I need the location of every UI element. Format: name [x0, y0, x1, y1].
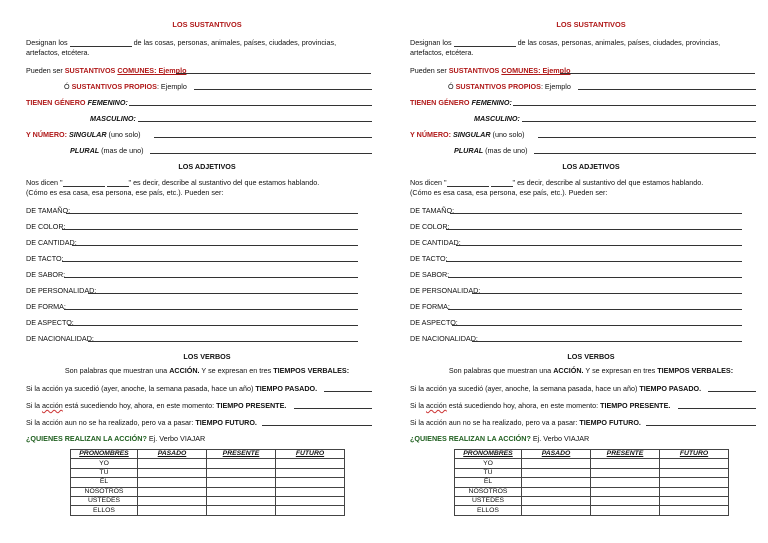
pronoun-cell: TÚ: [71, 468, 138, 477]
verbos-intro: Son palabras que muestran una ACCIÓN. Y se expresan en tres TIEMPOS VERBALES:: [448, 366, 734, 375]
answer-cell[interactable]: [660, 478, 729, 487]
answer-line[interactable]: [294, 408, 372, 409]
table-header-row: [455, 450, 729, 459]
adj-row: DE TAMAÑO:: [410, 206, 768, 215]
answer-cell[interactable]: [522, 487, 591, 496]
answer-line[interactable]: [62, 261, 358, 262]
adjetivos-intro-2: (Cómo es esa casa, esa persona, ese país, etc.). Pueden ser:: [26, 188, 224, 197]
answer-line[interactable]: [646, 425, 756, 426]
answer-cell[interactable]: [660, 487, 729, 496]
adj-row: DE COLOR:: [410, 222, 768, 231]
answer-cell[interactable]: [207, 506, 276, 515]
header-pasado: PASADO: [138, 450, 207, 459]
answer-line[interactable]: [64, 309, 358, 310]
numero-line: Y NÚMERO: SINGULAR (uno solo): [410, 130, 768, 139]
answer-cell[interactable]: [660, 496, 729, 505]
answer-line[interactable]: [88, 293, 358, 294]
answer-cell[interactable]: [138, 478, 207, 487]
table-header-row: [71, 450, 345, 459]
answer-cell[interactable]: [276, 478, 345, 487]
blank-field[interactable]: [63, 179, 105, 187]
comunes-line: Pueden ser SUSTANTIVOS COMUNES: Ejemplo: [26, 66, 388, 75]
pronoun-cell: ÉL: [455, 478, 522, 487]
masculino-line: MASCULINO:: [26, 114, 388, 123]
propios-line: Ó SUSTANTIVOS PROPIOS: Ejemplo: [26, 82, 388, 91]
answer-line[interactable]: [88, 341, 358, 342]
answer-cell[interactable]: [138, 487, 207, 496]
adj-row: DE CANTIDAD:: [410, 238, 768, 247]
comunes-answer-line[interactable]: [176, 73, 371, 74]
answer-line[interactable]: [678, 408, 756, 409]
answer-line[interactable]: [66, 213, 358, 214]
adj-row: DE FORMA:: [410, 302, 768, 311]
answer-line[interactable]: [708, 391, 756, 392]
blank-field[interactable]: [447, 179, 489, 187]
masculino-answer-line[interactable]: [522, 121, 756, 122]
adjetivos-intro: Nos dicen " " es decir, describe al sustantivo del que estamos hablando.: [410, 178, 704, 187]
adj-row: DE PERSONALIDAD:: [410, 286, 768, 295]
adjetivos-intro-2: (Cómo es esa casa, esa persona, ese país, etc.). Pueden ser:: [410, 188, 608, 197]
table-row: [455, 478, 729, 487]
table-row: [455, 506, 729, 515]
answer-line[interactable]: [472, 341, 742, 342]
presente-line: Si la acción está sucediendo hoy, ahora, en este momento: TIEMPO PRESENTE.: [26, 401, 388, 410]
answer-cell[interactable]: [660, 506, 729, 515]
answer-cell[interactable]: [591, 496, 660, 505]
answer-line[interactable]: [448, 309, 742, 310]
answer-cell[interactable]: [591, 506, 660, 515]
comunes-line: Pueden ser SUSTANTIVOS COMUNES: Ejemplo: [410, 66, 768, 75]
title-verbos: LOS VERBOS: [183, 352, 231, 361]
header-pronombres: PRONOMBRES: [455, 450, 522, 459]
futuro-line: Si la acción aun no se ha realizado, pero va a pasar: TIEMPO FUTURO.: [410, 418, 768, 427]
header-futuro: FUTURO: [276, 450, 345, 459]
blank-field[interactable]: [107, 179, 129, 187]
answer-cell[interactable]: [207, 487, 276, 496]
table-row: [71, 478, 345, 487]
blank-field[interactable]: [454, 39, 516, 47]
adj-row: DE ASPECTO:: [410, 318, 768, 327]
title-adjetivos: LOS ADJETIVOS: [562, 162, 620, 171]
adjetivos-intro: Nos dicen " " es decir, describe al sustantivo del que estamos hablando.: [26, 178, 320, 187]
adj-row: DE SABOR:: [26, 270, 388, 279]
presente-line: Si la acción está sucediendo hoy, ahora, en este momento: TIEMPO PRESENTE.: [410, 401, 768, 410]
pasado-line: Si la acción ya sucedió (ayer, anoche, la semana pasada, hace un año) TIEMPO PASADO.: [26, 384, 388, 393]
answer-cell[interactable]: [138, 468, 207, 477]
answer-cell[interactable]: [276, 496, 345, 505]
answer-cell[interactable]: [591, 468, 660, 477]
table-row: [71, 496, 345, 505]
worksheet-right: [410, 0, 768, 543]
answer-line[interactable]: [472, 293, 742, 294]
pasado-line: Si la acción ya sucedió (ayer, anoche, la semana pasada, hace un año) TIEMPO PASADO.: [410, 384, 768, 393]
answer-cell[interactable]: [138, 459, 207, 468]
answer-line[interactable]: [324, 391, 372, 392]
answer-line[interactable]: [262, 425, 372, 426]
table-row: [455, 487, 729, 496]
answer-cell[interactable]: [591, 478, 660, 487]
futuro-line: Si la acción aun no se ha realizado, pero va a pasar: TIEMPO FUTURO.: [26, 418, 388, 427]
header-pasado: PASADO: [522, 450, 591, 459]
adj-row: DE FORMA:: [26, 302, 388, 311]
masculino-answer-line[interactable]: [138, 121, 372, 122]
intro-line: Designan los de las cosas, personas, animales, países, ciudades, provincias,: [410, 38, 721, 47]
header-presente: PRESENTE: [207, 450, 276, 459]
blank-field[interactable]: [70, 39, 132, 47]
femenino-answer-line[interactable]: [513, 105, 756, 106]
numero-line: Y NÚMERO: SINGULAR (uno solo): [26, 130, 388, 139]
intro-line: Designan los de las cosas, personas, animales, países, ciudades, provincias,: [26, 38, 337, 47]
adj-row: DE NACIONALIDAD:: [26, 334, 388, 343]
pronoun-cell: ELLOS: [71, 506, 138, 515]
adj-row: DE SABOR:: [410, 270, 768, 279]
propios-answer-line[interactable]: [194, 89, 372, 90]
answer-line[interactable]: [72, 245, 358, 246]
pronoun-cell: NOSOTROS: [71, 487, 138, 496]
answer-cell[interactable]: [276, 459, 345, 468]
answer-line[interactable]: [68, 325, 358, 326]
plural-line: PLURAL (mas de uno): [410, 146, 768, 155]
answer-cell[interactable]: [138, 506, 207, 515]
table-row: [71, 487, 345, 496]
plural-answer-line[interactable]: [150, 153, 372, 154]
table-row: [71, 468, 345, 477]
answer-cell[interactable]: [276, 487, 345, 496]
answer-cell[interactable]: [591, 487, 660, 496]
verb-table: [70, 449, 345, 516]
answer-cell[interactable]: [591, 459, 660, 468]
pronoun-cell: ELLOS: [455, 506, 522, 515]
adj-row: DE TAMAÑO:: [26, 206, 388, 215]
answer-cell[interactable]: [660, 468, 729, 477]
femenino-answer-line[interactable]: [129, 105, 372, 106]
table-row: [455, 468, 729, 477]
adj-row: DE NACIONALIDAD:: [410, 334, 768, 343]
answer-cell[interactable]: [207, 468, 276, 477]
intro-line-2: artefactos, etcétera.: [410, 48, 474, 57]
answer-cell[interactable]: [522, 506, 591, 515]
blank-field[interactable]: [491, 179, 513, 187]
adj-row: DE ASPECTO:: [26, 318, 388, 327]
header-presente: PRESENTE: [591, 450, 660, 459]
propios-answer-line[interactable]: [578, 89, 756, 90]
verbos-intro: Son palabras que muestran una ACCIÓN. Y se expresan en tres TIEMPOS VERBALES:: [64, 366, 350, 375]
answer-cell[interactable]: [207, 478, 276, 487]
answer-line[interactable]: [64, 277, 358, 278]
answer-cell[interactable]: [276, 468, 345, 477]
answer-line[interactable]: [456, 245, 742, 246]
plural-answer-line[interactable]: [534, 153, 756, 154]
table-row: [455, 496, 729, 505]
quienes-line: ¿QUIENES REALIZAN LA ACCIÓN? Ej. Verbo VIAJAR: [26, 434, 206, 443]
adj-row: DE PERSONALIDAD:: [26, 286, 388, 295]
answer-line[interactable]: [450, 213, 742, 214]
header-pronombres: PRONOMBRES: [71, 450, 138, 459]
plural-line: PLURAL (mas de uno): [26, 146, 388, 155]
comunes-answer-line[interactable]: [560, 73, 755, 74]
table-row: [71, 506, 345, 515]
pronoun-cell: USTEDES: [455, 496, 522, 505]
masculino-line: MASCULINO:: [410, 114, 768, 123]
pronoun-cell: YO: [455, 459, 522, 468]
adj-row: DE TACTO:: [410, 254, 768, 263]
singular-answer-line[interactable]: [538, 137, 756, 138]
answer-line[interactable]: [452, 325, 742, 326]
pronoun-cell: USTEDES: [71, 496, 138, 505]
propios-line: Ó SUSTANTIVOS PROPIOS: Ejemplo: [410, 82, 768, 91]
answer-line[interactable]: [446, 261, 742, 262]
answer-line[interactable]: [446, 229, 742, 230]
adj-row: DE COLOR:: [26, 222, 388, 231]
title-sustantivos: LOS SUSTANTIVOS: [172, 20, 242, 29]
answer-cell[interactable]: [276, 506, 345, 515]
title-sustantivos: LOS SUSTANTIVOS: [556, 20, 626, 29]
answer-cell[interactable]: [522, 459, 591, 468]
title-adjetivos: LOS ADJETIVOS: [178, 162, 236, 171]
pronoun-cell: TÚ: [455, 468, 522, 477]
intro-line-2: artefactos, etcétera.: [26, 48, 90, 57]
pronoun-cell: YO: [71, 459, 138, 468]
answer-line[interactable]: [62, 229, 358, 230]
answer-cell[interactable]: [522, 478, 591, 487]
answer-line[interactable]: [448, 277, 742, 278]
header-futuro: FUTURO: [660, 450, 729, 459]
pronoun-cell: NOSOTROS: [455, 487, 522, 496]
pronoun-cell: ÉL: [71, 478, 138, 487]
answer-cell[interactable]: [522, 496, 591, 505]
quienes-line: ¿QUIENES REALIZAN LA ACCIÓN? Ej. Verbo VIAJAR: [410, 434, 590, 443]
table-row: [71, 459, 345, 468]
genero-line: TIENEN GÉNERO FEMENINO:: [410, 98, 768, 107]
answer-cell[interactable]: [522, 468, 591, 477]
answer-cell[interactable]: [207, 459, 276, 468]
adj-row: DE CANTIDAD:: [26, 238, 388, 247]
verb-table: [454, 449, 729, 516]
worksheet-left: [26, 0, 388, 543]
table-row: [455, 459, 729, 468]
adj-row: DE TACTO:: [26, 254, 388, 263]
answer-cell[interactable]: [207, 496, 276, 505]
answer-cell[interactable]: [138, 496, 207, 505]
genero-line: TIENEN GÉNERO FEMENINO:: [26, 98, 388, 107]
title-verbos: LOS VERBOS: [567, 352, 615, 361]
singular-answer-line[interactable]: [154, 137, 372, 138]
answer-cell[interactable]: [660, 459, 729, 468]
